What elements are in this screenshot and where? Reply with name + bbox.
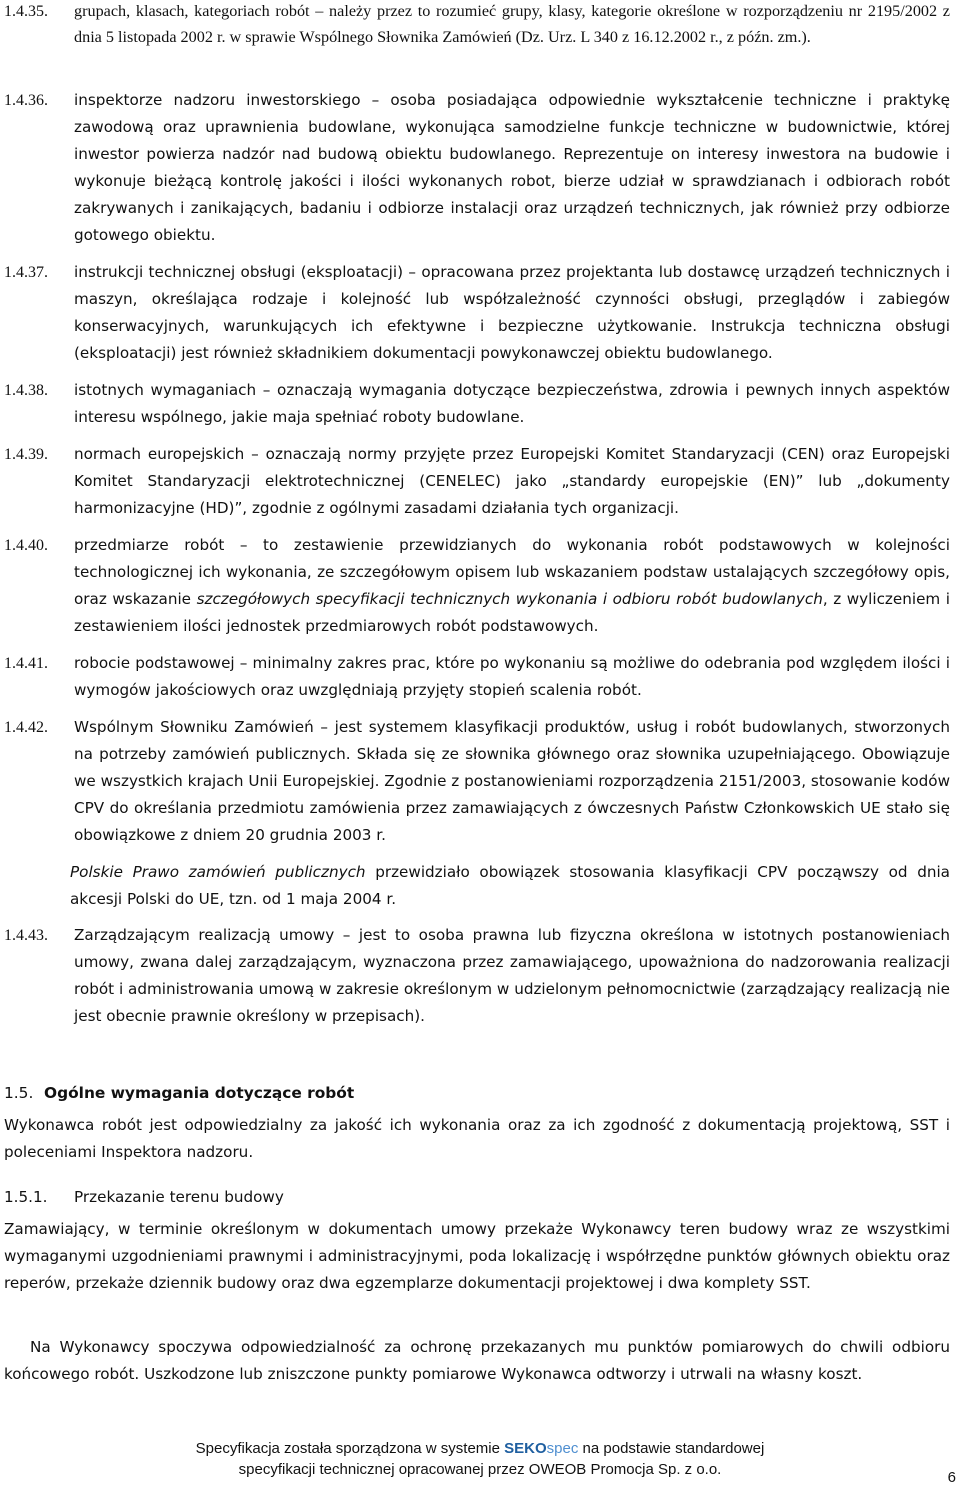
subsection-paragraph-2: Na Wykonawcy spoczywa odpowiedzialność za ochronę przekazanych mu punktów pomiarowych do chwili odbioru końcowego robót. Uszkodzone lub zniszczone punkty pomiarowe Wykonawca odtworzy i utrwali na własny koszt. — [4, 1338, 950, 1383]
footer-text: Specyfikacja została sporządzona w systemie — [195, 1440, 505, 1457]
definition-1-4-41 — [4, 650, 950, 704]
page-footer — [0, 1438, 960, 1480]
definition-text: inspektorze nadzoru inwestorskiego – osoba posiadająca odpowiednie wykształcenie techniczne i praktykę zawodową oraz uprawnienia budowlane, wykonująca samodzielne funkcje techniczne w budownictwie, której inwestor powierza nadzór nad budową obiektu budowlanego. Reprezentuje on interesy inwestora na budowie i wykonuje bieżącą kontrolę jakości i ilości wykonanych robot, bierze udział w sprawdzianach i odbiorach robót zakrywanych i zanikających, badaniu i odbiorze instalacji oraz urządzeń technicznych, jak również przy odbiorze gotowego obiektu. — [74, 91, 950, 244]
page-number: 6 — [947, 1469, 956, 1486]
note-italic: Polskie Prawo zamówień publicznych — [70, 863, 366, 881]
section-intro: Wykonawca robót jest odpowiedzialny za jakość ich wykonania oraz za ich zgodność z dokumentacją projektową, SST i poleceniami Inspektora nadzoru. — [4, 1116, 950, 1161]
definition-text-part: przedmiarze robót – to zestawienie przewidzianych do wykonania robót podstawowych w kolejności technologicznej ich wykonania, ze szczegółowym opisem lub wskazaniem podstaw ustalających szczegółowy opis, oraz wskazanie — [74, 536, 950, 608]
definition-1-4-35 — [4, 0, 950, 50]
definition-text — [74, 532, 950, 640]
definition-text-part: , z wyliczeniem i zestawieniem ilości jednostek przedmiarowych robót podstawowych. — [74, 590, 950, 635]
footer-line-2: specyfikacji technicznej opracowanej przez OWEOB Promocja Sp. z o.o. — [238, 1461, 722, 1478]
definition-number: 1.4.38. — [4, 382, 48, 399]
subsection-paragraph-1: Zamawiający, w terminie określonym w dokumentach umowy przekaże Wykonawcy teren budowy wraz ze wszystkimi wymaganymi uzgodnieniami prawnymi i administracyjnymi, poda lokalizację i współrzędne punktów głównych obiektu oraz reperów, przekaże dziennik budowy oraz dwa egzemplarze dokumentacji projektowej i dwa komplety SST. — [4, 1220, 950, 1292]
definition-1-4-36 — [4, 87, 950, 249]
definition-text: istotnych wymaganiach – oznaczają wymagania dotyczące bezpieczeństwa, zdrowia i pewnych innych aspektów interesu wspólnego, jakie maja spełniać roboty budowlane. — [74, 381, 950, 426]
footer-text: na podstawie standardowej — [578, 1440, 765, 1457]
definition-text-italic: szczegółowych specyfikacji technicznych wykonania i odbioru robót budowlanych — [196, 590, 823, 608]
definition-text: Wspólnym Słowniku Zamówień – jest systemem klasyfikacji produktów, usług i robót budowlanych, stworzonych na potrzeby zamówień publicznych. Składa się ze słownika głównego oraz słownika uzupełniającego. Obowiązuje we wszystkich krajach Unii Europejskiej. Zgodnie z postanowieniami rozporządzenia 2151/2003, stosowanie kodów CPV do określania przedmiotu zamówienia przez zamawiających z ówczesnych Państw Członkowskich UE stało się obowiązkowe z dniem 20 grudnia 2003 r. — [74, 718, 950, 844]
definition-1-4-39 — [4, 441, 950, 522]
brand-logo-spec: spec — [546, 1440, 579, 1457]
subsection-number: 1.5.1. — [4, 1188, 48, 1206]
definition-number: 1.4.35. — [4, 3, 48, 20]
subsection-heading — [4, 1184, 284, 1211]
definition-text: instrukcji technicznej obsługi (eksploatacji) – opracowana przez projektanta lub dostawcę urządzeń technicznych i maszyn, określająca rodzaje i kolejność lub współzależność czynności obsługi, przeglądów i zabiegów konserwacyjnych, warunkujących ich efektywne i bezpieczne użytkowanie. Instrukcja techniczna obsługi (eksploatacji) jest również składnikiem dokumentacji powykonawczej obiektu budowlanego. — [74, 263, 950, 362]
definition-number: 1.4.36. — [4, 92, 48, 109]
definition-number: 1.4.41. — [4, 655, 48, 672]
definition-1-4-37 — [4, 259, 950, 367]
definition-number: 1.4.37. — [4, 264, 48, 281]
definition-1-4-40 — [4, 532, 950, 640]
definition-number: 1.4.39. — [4, 446, 48, 463]
section-title: Ogólne wymagania dotyczące robót — [44, 1084, 355, 1102]
subsection-title: Przekazanie terenu budowy — [74, 1188, 284, 1206]
definition-text: Zarządzającym realizacją umowy – jest to osoba prawna lub fizyczna określona w istotnych postanowieniach umowy, zwana dalej zarządzającym, wyznaczona przez zamawiającego, upoważniona do nadzorowania realizacji robót i administrowania umową w zakresie określonym w udzielonym pełnomocnictwie (zarządzający realizacją nie jest obecnie prawnie określony w przepisach). — [74, 926, 950, 1025]
definition-number: 1.4.43. — [4, 927, 48, 944]
brand-logo-seko: SEKO — [504, 1440, 547, 1457]
note-text: przewidziało obowiązek stosowania klasyfikacji CPV począwszy od dnia akcesji Polski do UE, tzn. od 1 maja 2004 r. — [70, 863, 950, 908]
section-number: 1.5. — [4, 1084, 34, 1102]
definition-1-4-42 — [4, 714, 950, 849]
note-cpv — [70, 859, 950, 913]
definition-1-4-38 — [4, 377, 950, 431]
definition-1-4-43 — [4, 922, 950, 1030]
section-heading — [4, 1080, 354, 1107]
definition-number: 1.4.42. — [4, 719, 48, 736]
footer-line-1 — [0, 1438, 960, 1459]
definition-text: grupach, klasach, kategoriach robót – należy przez to rozumieć grupy, klasy, kategorie określone w rozporządzeniu nr 2195/2002 z dnia 5 listopada 2002 r. w sprawie Wspólnego Słownika Zamówień (Dz. Urz. L 340 z 16.12.2002 r., z późn. zm.). — [74, 2, 950, 46]
definition-text: robocie podstawowej – minimalny zakres prac, które po wykonaniu są możliwe do odebrania pod względem ilości i wymogów jakościowych oraz uwzględniają przyjęty stopień scalenia robót. — [74, 654, 950, 699]
definition-number: 1.4.40. — [4, 537, 48, 554]
definition-text: normach europejskich – oznaczają normy przyjęte przez Europejski Komitet Standaryzacji (CEN) oraz Europejski Komitet Standaryzacji elektrotechnicznej (CENELEC) jako „standardy europejskie (EN)” lub „dokumenty harmonizacyjne (HD)”, zgodnie z ogólnymi zasadami działania tych organizacji. — [74, 445, 950, 517]
